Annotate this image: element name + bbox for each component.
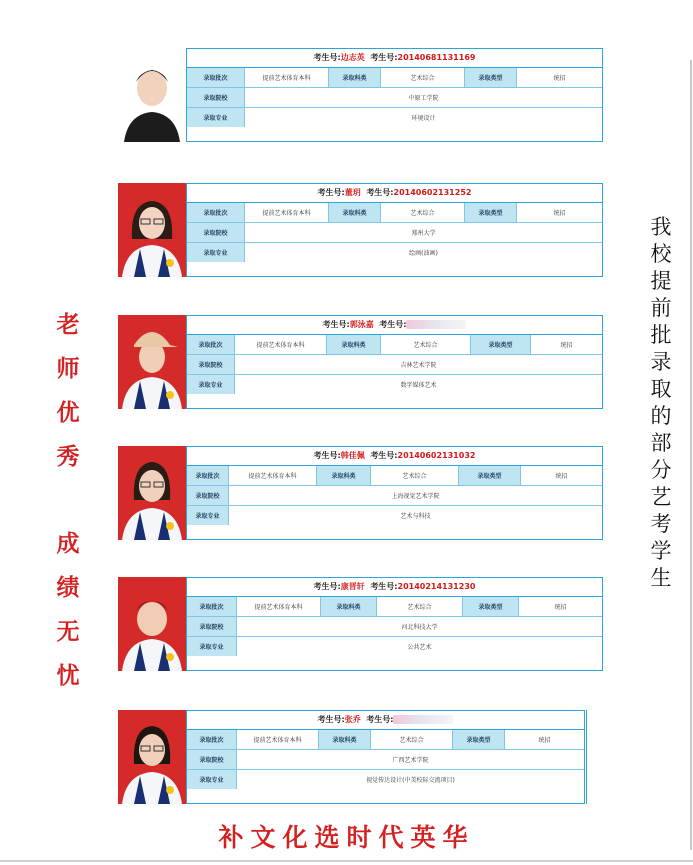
label-school: 录取院校 (187, 88, 245, 107)
student-photo (118, 48, 186, 142)
exam-number: 20140681131169 (397, 53, 476, 62)
admission-table (186, 183, 603, 277)
admission-table (186, 577, 603, 671)
label-batch: 录取批次 (187, 203, 245, 222)
label-type: 录取类型 (453, 730, 505, 749)
value-school: 中原工学院 (408, 95, 439, 102)
value-major: 绘画(油画) (409, 250, 438, 257)
label-type: 录取类型 (471, 335, 531, 354)
value-type: 统招 (553, 75, 566, 82)
admission-table (186, 446, 603, 540)
value-major: 公共艺术 (407, 644, 432, 651)
value-major: 数字媒体艺术 (400, 382, 437, 389)
label-school: 录取院校 (187, 617, 237, 636)
label-major: 录取专业 (187, 770, 237, 789)
value-subject: 艺术综合 (371, 730, 453, 749)
student-card (118, 183, 603, 277)
admission-table (186, 48, 603, 142)
value-major: 视觉传达设计(中美校际交流项目) (366, 777, 455, 784)
value-batch: 提前艺术体育本科 (237, 597, 321, 616)
label-major: 录取专业 (187, 637, 237, 656)
label-batch: 录取批次 (187, 730, 237, 749)
student-name: 韩佳佩 (340, 451, 365, 460)
label-major: 录取专业 (187, 375, 235, 394)
label-batch: 录取批次 (187, 335, 235, 354)
exam-header: 考生号:董玥 考生号:20140602131252 (187, 184, 602, 203)
student-name: 康晋轩 (340, 582, 365, 591)
student-name: 郭泳嘉 (349, 320, 374, 329)
slogan-line-1: 老 师 优 秀 (56, 312, 80, 470)
value-type: 统招 (560, 342, 573, 349)
label-subject: 录取科类 (317, 466, 371, 485)
slogan-line-2: 成 绩 无 忧 (56, 531, 80, 689)
value-subject: 艺术综合 (371, 466, 459, 485)
student-card (118, 446, 603, 540)
label-major: 录取专业 (187, 506, 229, 525)
student-photo (118, 710, 186, 804)
value-batch: 提前艺术体育本科 (245, 203, 329, 222)
label-type: 录取类型 (459, 466, 521, 485)
student-card (118, 577, 603, 671)
label-school: 录取院校 (187, 486, 229, 505)
value-school: 吉林艺术学院 (400, 362, 437, 369)
value-subject: 艺术综合 (381, 335, 471, 354)
student-photo (118, 577, 186, 671)
value-subject: 艺术综合 (377, 597, 463, 616)
value-school: 上海视觉艺术学院 (391, 493, 440, 500)
student-name: 边志英 (340, 53, 365, 62)
exam-number: 20140602131032 (397, 451, 476, 460)
admission-table (186, 315, 603, 409)
label-major: 录取专业 (187, 108, 245, 127)
value-batch: 提前艺术体育本科 (229, 466, 317, 485)
exam-number: 20140214131230 (397, 582, 476, 591)
exam-header: 考生号:郭泳嘉 考生号: (187, 316, 602, 335)
value-subject: 艺术综合 (381, 68, 465, 87)
label-school: 录取院校 (187, 223, 245, 242)
label-type: 录取类型 (463, 597, 519, 616)
label-subject: 录取科类 (329, 203, 381, 222)
label-subject: 录取科类 (327, 335, 381, 354)
value-batch: 提前艺术体育本科 (237, 730, 319, 749)
redacted-exam-number (406, 320, 466, 329)
footer-slogan: 补文化选时代英华 (218, 823, 475, 852)
value-type: 统招 (538, 737, 551, 744)
admission-table (186, 710, 585, 804)
label-subject: 录取科类 (321, 597, 377, 616)
label-batch: 录取批次 (187, 68, 245, 87)
student-photo (118, 183, 186, 277)
student-photo (118, 446, 186, 540)
value-type: 统招 (555, 473, 568, 480)
student-card (118, 710, 603, 804)
exam-header: 考生号:韩佳佩 考生号:20140602131032 (187, 447, 602, 466)
bottom-divider (0, 860, 693, 862)
value-type: 统招 (553, 210, 566, 217)
student-card (118, 315, 603, 409)
label-subject: 录取科类 (319, 730, 371, 749)
label-school: 录取院校 (187, 355, 235, 374)
label-batch: 录取批次 (187, 597, 237, 616)
label-major: 录取专业 (187, 243, 245, 262)
exam-header: 考生号:边志英 考生号:20140681131169 (187, 49, 602, 68)
student-card (118, 48, 603, 142)
value-major: 艺术与科技 (400, 513, 431, 520)
exam-header: 考生号:康晋轩 考生号:20140214131230 (187, 578, 602, 597)
label-batch: 录取批次 (187, 466, 229, 485)
value-school: 郑州大学 (411, 230, 436, 237)
value-subject: 艺术综合 (381, 203, 465, 222)
label-type: 录取类型 (465, 68, 517, 87)
table-side-strip (586, 710, 603, 804)
label-type: 录取类型 (465, 203, 517, 222)
value-batch: 提前艺术体育本科 (245, 68, 329, 87)
value-type: 统招 (554, 604, 567, 611)
exam-header: 考生号:张乔 考生号: (187, 711, 584, 730)
student-name: 董玥 (344, 188, 361, 197)
label-subject: 录取科类 (329, 68, 381, 87)
redacted-exam-number (393, 715, 453, 724)
value-major: 环境设计 (411, 115, 436, 122)
value-batch: 提前艺术体育本科 (235, 335, 327, 354)
exam-number: 20140602131252 (393, 188, 472, 197)
value-school: 河北科技大学 (401, 624, 438, 631)
label-school: 录取院校 (187, 750, 237, 769)
right-divider (690, 60, 692, 850)
value-school: 广西艺术学院 (392, 757, 429, 764)
vertical-title: 我 校 提 前 批 录 取 的 部 分 艺 考 学 生 (650, 215, 672, 590)
student-name: 张乔 (344, 715, 361, 724)
student-photo (118, 315, 186, 409)
